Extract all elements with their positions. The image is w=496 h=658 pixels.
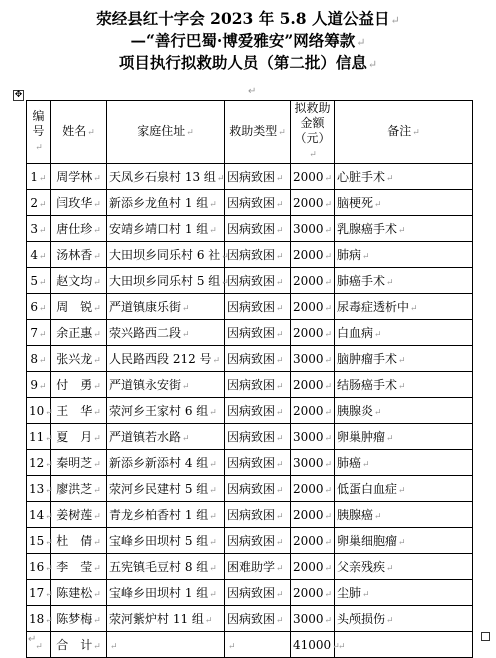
cell-type: 因病致困↵	[225, 528, 291, 554]
cell-num: 2↵	[27, 190, 51, 216]
cell-address: 严道镇若水路↵	[107, 424, 225, 450]
cell-address: 严道镇永安街↵	[107, 372, 225, 398]
cell-type: 因病致困↵	[225, 216, 291, 242]
cell-address: 荥河紫炉村 11 组↵	[107, 606, 225, 632]
empty-paragraph-mark: ↵	[248, 86, 257, 97]
table-resize-handle-icon[interactable]	[481, 632, 490, 641]
cell-name: 李 莹↵	[51, 554, 107, 580]
cell-amount: 3000↵	[291, 424, 335, 450]
cell-amount: 2000↵	[291, 502, 335, 528]
table-row	[27, 424, 473, 450]
cell-amount: 2000↵	[291, 372, 335, 398]
header-name: 姓名↵	[51, 101, 107, 164]
cell-note: 心脏手术↵	[335, 164, 473, 190]
header-address: 家庭住址↵	[107, 101, 225, 164]
title-line-3: 项目执行拟救助人员（第二批）信息↵	[118, 53, 378, 72]
table-row	[27, 476, 473, 502]
total-row	[27, 632, 473, 658]
cell-num: 5↵	[27, 268, 51, 294]
cell-name: 唐仕珍↵	[51, 216, 107, 242]
cell-name: 闫玫华↵	[51, 190, 107, 216]
cell-address: 大田坝乡同乐村 5 组↵	[107, 268, 225, 294]
cell-amount: 2000↵	[291, 528, 335, 554]
total-label: 合 计↵	[51, 632, 107, 658]
cell-num: 15↵	[27, 528, 51, 554]
table-row	[27, 450, 473, 476]
cell-amount: 2000↵	[291, 164, 335, 190]
cell-type: 因病致困↵	[225, 320, 291, 346]
cell-address: 新添乡龙鱼村 1 组↵	[107, 190, 225, 216]
cell-name: 夏 月↵	[51, 424, 107, 450]
cell-num: 13↵	[27, 476, 51, 502]
cell-amount: 2000↵	[291, 554, 335, 580]
table-row	[27, 580, 473, 606]
cell-note: 结肠癌手术↵	[335, 372, 473, 398]
cell-note: 尘肺↵	[335, 580, 473, 606]
table-row	[27, 268, 473, 294]
cell-name: 周 锐↵	[51, 294, 107, 320]
cell-type: 因病致困↵	[225, 242, 291, 268]
header-num: 编号↵	[27, 101, 51, 164]
cell-name: 汤林香↵	[51, 242, 107, 268]
total-empty-cell: ↵	[225, 632, 291, 658]
cell-address: 新添乡新添村 4 组↵	[107, 450, 225, 476]
cell-amount: 3000↵	[291, 606, 335, 632]
table-row	[27, 190, 473, 216]
cell-note: 脑肿瘤手术↵	[335, 346, 473, 372]
table-row	[27, 320, 473, 346]
cell-address: 荥河乡王家村 6 组↵	[107, 398, 225, 424]
cell-address: 宝峰乡田坝村 5 组↵	[107, 528, 225, 554]
cell-name: 廖洪芝↵	[51, 476, 107, 502]
cell-name: 杜 倩↵	[51, 528, 107, 554]
cell-type: 因病致困↵	[225, 606, 291, 632]
cell-address: 荥兴路西二段↵	[107, 320, 225, 346]
cell-note: 白血病↵	[335, 320, 473, 346]
cell-amount: 2000↵	[291, 242, 335, 268]
cell-num: 9↵	[27, 372, 51, 398]
cell-amount: 3000↵	[291, 216, 335, 242]
table-row	[27, 216, 473, 242]
cell-type: 因病致困↵	[225, 268, 291, 294]
table-header-row	[27, 101, 473, 164]
cell-note: 卵巢细胞瘤↵	[335, 528, 473, 554]
cell-note: 父亲残疾↵	[335, 554, 473, 580]
header-type: 救助类型↵	[225, 101, 291, 164]
cell-type: 因病致困↵	[225, 398, 291, 424]
cell-note: 肺癌↵	[335, 450, 473, 476]
cell-name: 陈梦梅↵	[51, 606, 107, 632]
cell-amount: 3000↵	[291, 450, 335, 476]
cell-num: 7↵	[27, 320, 51, 346]
cell-type: 因病致困↵	[225, 294, 291, 320]
cell-type: 因病致困↵	[225, 476, 291, 502]
cell-name: 余正惠↵	[51, 320, 107, 346]
cell-address: 大田坝乡同乐村 6 社↵	[107, 242, 225, 268]
cell-note: 头颅损伤↵	[335, 606, 473, 632]
cell-address: 荥河乡民建村 5 组↵	[107, 476, 225, 502]
cell-type: 因病致困↵	[225, 164, 291, 190]
cell-name: 王 华↵	[51, 398, 107, 424]
cell-num: 11↵	[27, 424, 51, 450]
cell-name: 张兴龙↵	[51, 346, 107, 372]
total-empty-cell: ↵	[107, 632, 225, 658]
cell-name: 付 勇↵	[51, 372, 107, 398]
cell-type: 困难助学↵	[225, 554, 291, 580]
cell-num: 6↵	[27, 294, 51, 320]
cell-num: 18↵	[27, 606, 51, 632]
header-note: 备注↵	[335, 101, 473, 164]
cell-type: 因病致困↵	[225, 346, 291, 372]
cell-num: 12↵	[27, 450, 51, 476]
cell-type: 因病致困↵	[225, 450, 291, 476]
header-amount: 拟救助金额（元）↵	[291, 101, 335, 164]
cell-num: 10↵	[27, 398, 51, 424]
cell-amount: 2000↵	[291, 476, 335, 502]
cell-type: 因病致困↵	[225, 372, 291, 398]
total-empty-cell: ↵	[335, 632, 473, 658]
cell-num: 8↵	[27, 346, 51, 372]
cell-address: 人民路西段 212 号↵	[107, 346, 225, 372]
cell-name: 赵文均↵	[51, 268, 107, 294]
cell-note: 卵巢肿瘤↵	[335, 424, 473, 450]
beneficiary-table	[26, 100, 473, 658]
cell-num: 14↵	[27, 502, 51, 528]
title-line-1: 荥经县红十字会 2023 年 5.8 人道公益日↵	[96, 9, 400, 28]
table-body	[27, 164, 473, 632]
cell-type: 因病致困↵	[225, 502, 291, 528]
cell-address: 青龙乡柏香村 1 组↵	[107, 502, 225, 528]
table-move-handle-icon[interactable]: ✥	[14, 90, 23, 100]
cell-address: 五宪镇毛豆村 8 组↵	[107, 554, 225, 580]
cell-num: 1↵	[27, 164, 51, 190]
cell-amount: 2000↵	[291, 190, 335, 216]
cell-address: 安靖乡靖口村 1 组↵	[107, 216, 225, 242]
cell-name: 秦明芝↵	[51, 450, 107, 476]
cell-name: 周学林↵	[51, 164, 107, 190]
cell-note: 肺癌手术↵	[335, 268, 473, 294]
cell-note: 胰腺炎↵	[335, 398, 473, 424]
table-row	[27, 528, 473, 554]
table-row	[27, 294, 473, 320]
cell-amount: 3000↵	[291, 346, 335, 372]
cell-note: 乳腺癌手术↵	[335, 216, 473, 242]
cell-note: 脑梗死↵	[335, 190, 473, 216]
cell-type: 因病致困↵	[225, 424, 291, 450]
cell-address: 严道镇康乐街↵	[107, 294, 225, 320]
cell-amount: 2000↵	[291, 268, 335, 294]
cell-num: 3↵	[27, 216, 51, 242]
cell-note: 尿毒症透析中↵	[335, 294, 473, 320]
total-amount: 41000↵	[291, 632, 335, 658]
cell-type: 因病致困↵	[225, 580, 291, 606]
table-row	[27, 346, 473, 372]
cell-address: 天凤乡石泉村 13 组↵	[107, 164, 225, 190]
cell-num: 16↵	[27, 554, 51, 580]
table-row	[27, 606, 473, 632]
cell-note: 肺病↵	[335, 242, 473, 268]
cell-amount: 2000↵	[291, 294, 335, 320]
cell-amount: 2000↵	[291, 320, 335, 346]
table-row	[27, 372, 473, 398]
table-row	[27, 554, 473, 580]
trailing-paragraph-mark: ↵	[28, 634, 37, 645]
total-empty-cell: ↵	[27, 632, 51, 658]
table-row	[27, 398, 473, 424]
cell-num: 4↵	[27, 242, 51, 268]
cell-note: 胰腺癌↵	[335, 502, 473, 528]
table-row	[27, 164, 473, 190]
table-row	[27, 242, 473, 268]
cell-type: 因病致困↵	[225, 190, 291, 216]
cell-note: 低蛋白血症↵	[335, 476, 473, 502]
title-line-2: —“善行巴蜀·博爱雅安”网络筹款↵	[130, 31, 366, 50]
cell-name: 陈建松↵	[51, 580, 107, 606]
cell-amount: 2000↵	[291, 398, 335, 424]
cell-name: 姜树莲↵	[51, 502, 107, 528]
table-row	[27, 502, 473, 528]
cell-address: 宝峰乡田坝村 1 组↵	[107, 580, 225, 606]
cell-num: 17↵	[27, 580, 51, 606]
cell-amount: 2000↵	[291, 580, 335, 606]
